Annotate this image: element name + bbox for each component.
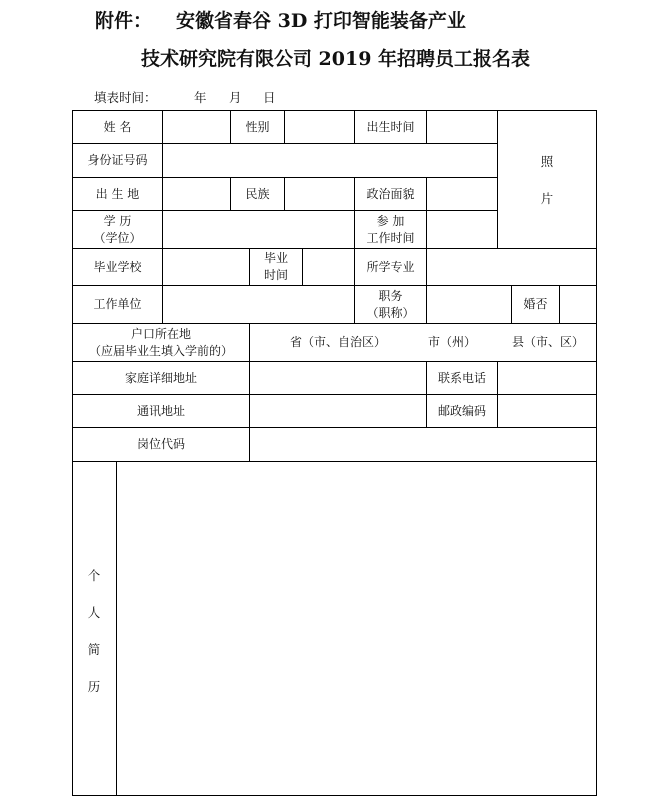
education-label: 学 历 （学位） xyxy=(93,213,142,245)
graduation-time-label: 毕业 时间 xyxy=(263,251,288,282)
position-code-label: 岗位代码 xyxy=(136,437,185,451)
fill-time-day: 日 xyxy=(263,90,276,105)
birthplace-field[interactable] xyxy=(163,178,230,210)
photo-label-2: 片 xyxy=(540,190,554,206)
major-label: 所学专业 xyxy=(366,259,415,274)
resume-field[interactable] xyxy=(117,462,596,795)
hukou-label: 户口所在地 （应届毕业生填入学前的） xyxy=(88,326,233,358)
postcode-label: 邮政编码 xyxy=(437,403,486,418)
fill-time-month: 月 xyxy=(229,90,242,105)
graduate-school-label: 毕业学校 xyxy=(93,259,142,274)
work-unit-field[interactable] xyxy=(163,286,354,323)
city-text: 市（州） xyxy=(428,335,477,349)
title-line-2: 技术研究院有限公司 2019 年招聘员工报名表 xyxy=(140,48,531,70)
birth-date-label: 出生时间 xyxy=(366,119,415,134)
work-unit-label: 工作单位 xyxy=(93,297,142,311)
hukou-field[interactable] xyxy=(250,324,596,361)
gender-label: 性别 xyxy=(245,119,270,134)
photo-label-1: 照 xyxy=(540,153,554,169)
education-field[interactable] xyxy=(163,211,354,248)
home-address-field[interactable] xyxy=(250,362,426,394)
political-status-field[interactable] xyxy=(427,178,497,210)
home-address-label: 家庭详细地址 xyxy=(124,370,197,385)
id-number-label: 身份证号码 xyxy=(87,153,148,167)
annex-label: 附件： xyxy=(95,10,153,32)
photo-box xyxy=(498,111,596,248)
mail-address-field[interactable] xyxy=(250,395,426,427)
birth-date-field[interactable] xyxy=(427,111,497,143)
resume-char-2: 人 xyxy=(87,605,101,620)
postcode-field[interactable] xyxy=(498,395,596,427)
ethnicity-label: 民族 xyxy=(245,186,270,201)
work-start-label: 参 加 工作时间 xyxy=(366,213,415,245)
position-code-field[interactable] xyxy=(250,428,596,461)
graduation-time-field[interactable] xyxy=(303,249,354,285)
resume-char-4: 历 xyxy=(87,679,101,694)
name-field[interactable] xyxy=(163,111,230,143)
resume-char-1: 个 xyxy=(87,568,101,583)
job-title-label: 职务 （职称） xyxy=(366,288,415,320)
work-start-field[interactable] xyxy=(427,211,497,248)
province-text: 省（市、自治区） xyxy=(290,335,387,349)
mail-address-label: 通讯地址 xyxy=(136,403,185,418)
fill-time-label: 填表时间： xyxy=(94,90,157,105)
gender-field[interactable] xyxy=(285,111,354,143)
graduate-school-field[interactable] xyxy=(163,249,249,285)
name-label: 姓 名 xyxy=(103,119,132,134)
resume-char-3: 简 xyxy=(87,642,101,657)
major-field[interactable] xyxy=(427,249,596,285)
marital-field[interactable] xyxy=(560,286,596,323)
title-main: 安徽省春谷 3D 打印智能装备产业 xyxy=(176,10,466,32)
job-title-field[interactable] xyxy=(427,286,511,323)
ethnicity-field[interactable] xyxy=(285,178,354,210)
id-number-field[interactable] xyxy=(163,144,497,177)
phone-field[interactable] xyxy=(498,362,596,394)
birthplace-label: 出 生 地 xyxy=(95,186,140,201)
title-line-1 xyxy=(0,6,671,36)
marital-label: 婚否 xyxy=(523,297,548,311)
fill-time-year: 年 xyxy=(194,90,207,105)
political-status-label: 政治面貌 xyxy=(366,186,415,201)
phone-label: 联系电话 xyxy=(437,370,486,385)
county-text: 县（市、区） xyxy=(512,335,585,349)
